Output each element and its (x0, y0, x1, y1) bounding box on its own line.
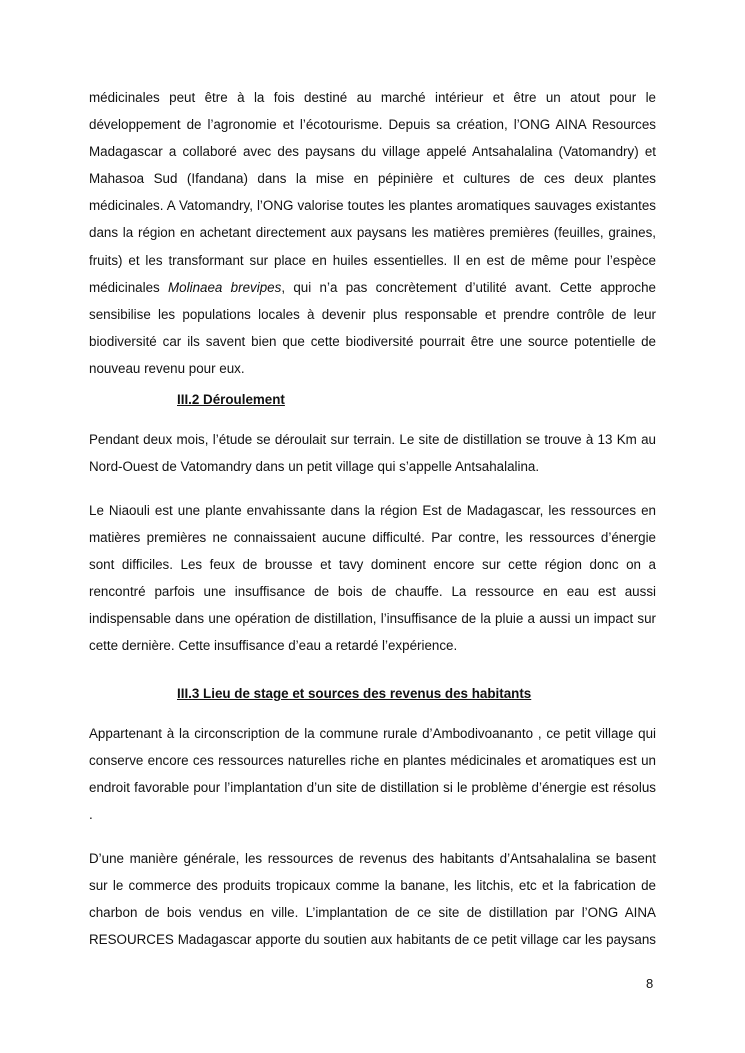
paragraph-deroulement-duration: Pendant deux mois, l’étude se déroulait sur terrain. Le site de distillation se trouve à 13 Km au Nord-Ouest de Vatomandry dans un petit village qui s’appelle Antsahalalina. (89, 432, 656, 475)
intro-paragraph (89, 84, 656, 382)
intro-text-end: , qui n’a pas concrètement d’utilité avant. Cette approche sensibilise les populations locales à devenir plus responsable et prendre contrôle de leur biodiversité car ils savent bien que cette biodiversité pourrait être une source potentielle de nouveau revenu pour eux. (89, 279, 656, 376)
paragraph-income-sources: D’une manière générale, les ressources de revenus des habitants d’Antsahalalina se basent sur le commerce des produits tropicaux comme la banane, les litchis, etc et la fabrication de charbon de bois vendus en ville. L’implantation de ce site de distillation par l’ONG AINA RESOURCES Madagascar apporte du soutien aux habitants de ce petit village car les paysans (89, 851, 656, 948)
paragraph-village-location: Appartenant à la circonscription de la commune rurale d’Ambodivoananto , ce petit village qui conserve encore ces ressources naturelles riche en plantes médicinales et aromatiques est un endroit favorable pour l’implantation d’un site de distillation si le problème d’énergie est résolus . (89, 726, 656, 823)
section-heading-deroulement: III.2 Déroulement (177, 392, 285, 407)
species-name-italic: Molinaea brevipes (168, 279, 282, 295)
paragraph-niaouli-resources: Le Niaouli est une plante envahissante dans la région Est de Madagascar, les ressources en matières premières ne connaissaient aucune difficulté. Par contre, les ressources d’énergie sont difficiles. Les feux de brousse et tavy dominent encore sur cette région donc on a rencontré parfois une insuffisance de bois de chauffe. La ressource en eau est aussi indispensable dans une opération de distillation, l’insuffisance de la pluie a aussi un impact sur cette dernière. Cette insuffisance d’eau a retardé l’expérience. (89, 503, 656, 654)
page-number: 8 (646, 976, 654, 991)
section-heading-lieu-de-stage: III.3 Lieu de stage et sources des revenus des habitants (177, 686, 532, 701)
intro-text-start: médicinales peut être à la fois destiné au marché intérieur et être un atout pour le développement de l’agronomie et l’écotourisme. Depuis sa création, l’ONG AINA Resources Madagascar a collaboré avec des paysans du village appelé Antsahalalina (Vatomandry) et Mahasoa Sud (Ifandana) dans la mise en pépinière et cultures de ces deux plantes médicinales. A Vatomandry, l’ONG valorise toutes les plantes aromatiques sauvages existantes dans la région en achetant directement aux paysans les matières premières (feuilles, graines, fruits) et les transformant sur place en huiles essentielles. Il en est de même pour l’espèce médicinales (89, 90, 656, 295)
